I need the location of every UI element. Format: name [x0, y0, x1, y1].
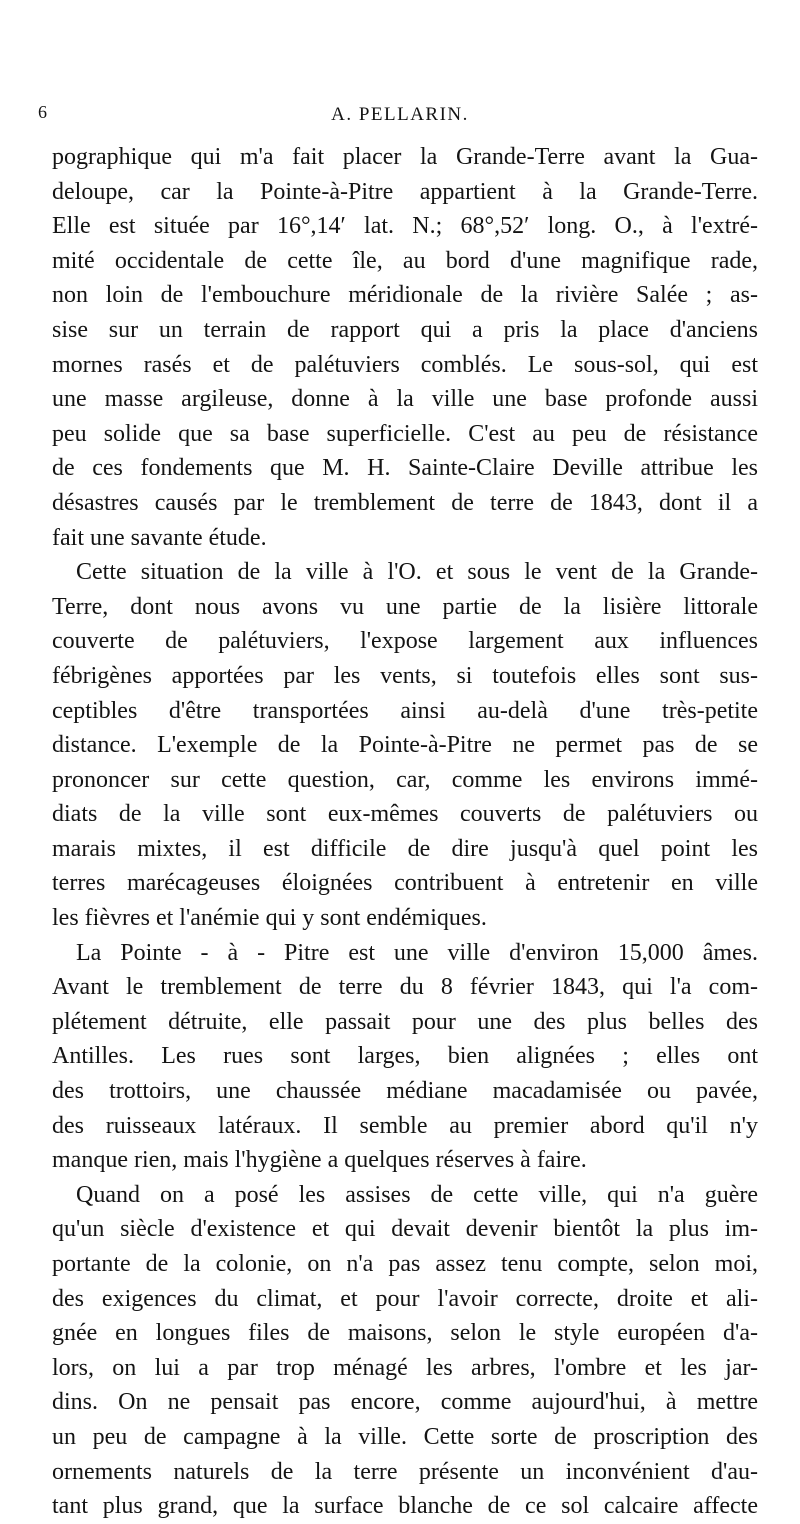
text-line: marais mixtes, il est difficile de dire jusqu'à quel point les — [52, 835, 758, 862]
text-line: de ces fondements que M. H. Sainte-Claire Deville attribue les — [52, 455, 758, 482]
text-line: La Pointe - à - Pitre est une ville d'environ 15,000 âmes. — [76, 939, 758, 966]
text-line: mornes rasés et de palétuviers comblés. Le sous-sol, qui est — [52, 351, 758, 378]
text-line: ceptibles d'être transportées ainsi au-delà d'une très-petite — [52, 697, 758, 724]
text-line: lors, on lui a par trop ménagé les arbres, l'ombre et les jar- — [52, 1354, 758, 1381]
text-line: deloupe, car la Pointe-à-Pitre appartient à la Grande-Terre. — [52, 178, 758, 205]
text-line: sise sur un terrain de rapport qui a pris la place d'anciens — [52, 316, 758, 343]
text-line: diats de la ville sont eux-mêmes couverts de palétuviers ou — [52, 801, 758, 828]
text-line: Cette situation de la ville à l'O. et sous le vent de la Grande- — [76, 559, 758, 586]
text-line: portante de la colonie, on n'a pas assez tenu compte, selon moi, — [52, 1251, 758, 1277]
text-line: une masse argileuse, donne à la ville une base profonde aussi — [52, 386, 758, 413]
text-line: désastres causés par le tremblement de terre de 1843, dont il a — [52, 489, 758, 516]
running-head: A. PELLARIN. — [331, 104, 469, 125]
text-line: qu'un siècle d'existence et qui devait devenir bientôt la plus im- — [52, 1216, 758, 1243]
text-line: des ruisseaux latéraux. Il semble au premier abord qu'il n'y — [52, 1112, 758, 1139]
text-line: ornements naturels de la terre présente un inconvénient d'au- — [52, 1458, 758, 1485]
text-line: dins. On ne pensait pas encore, comme aujourd'hui, à mettre — [52, 1389, 758, 1416]
text-line: peu solide que sa base superficielle. C'est au peu de résistance — [52, 420, 758, 447]
text-line: non loin de l'embouchure méridionale de la rivière Salée ; as- — [52, 282, 758, 309]
text-line: prononcer sur cette question, car, comme les environs immé- — [52, 766, 758, 793]
text-line: distance. L'exemple de la Pointe-à-Pitre ne permet pas de se — [52, 732, 758, 759]
text-line: Avant le tremblement de terre du 8 février 1843, qui l'a com- — [52, 974, 758, 1001]
text-line: Terre, dont nous avons vu une partie de la lisière littorale — [52, 593, 758, 620]
text-line: fébrigènes apportées par les vents, si toutefois elles sont sus- — [52, 662, 758, 689]
paragraph — [52, 936, 758, 1178]
text-line: manque rien, mais l'hygiène a quelques réserves à faire. — [52, 1147, 587, 1174]
page-number: 6 — [38, 102, 47, 122]
text-line: couverte de palétuviers, l'expose largement aux influences — [52, 628, 758, 655]
text-line: Antilles. Les rues sont larges, bien alignées ; elles ont — [52, 1043, 758, 1070]
text-line: fait une savante étude. — [52, 524, 267, 551]
paragraph — [52, 140, 758, 555]
text-line: Elle est située par 16°,14′ lat. N.; 68°,52′ long. O., à l'extré- — [52, 213, 758, 240]
paragraph — [52, 1178, 758, 1524]
text-line: mité occidentale de cette île, au bord d'une magnifique rade, — [52, 247, 758, 274]
text-line: terres marécageuses éloignées contribuent à entretenir en ville — [52, 870, 758, 897]
text-line: un peu de campagne à la ville. Cette sorte de proscription des — [52, 1423, 758, 1450]
text-line: des trottoirs, une chaussée médiane macadamisée ou pavée, — [52, 1078, 758, 1105]
text-line: pographique qui m'a fait placer la Grande-Terre avant la Gua- — [52, 144, 758, 170]
paragraph — [52, 555, 758, 936]
body-text — [52, 140, 758, 1524]
text-line: les fièvres et l'anémie qui y sont endémiques. — [52, 905, 487, 932]
text-line: gnée en longues files de maisons, selon le style européen d'a- — [52, 1320, 758, 1347]
text-line: des exigences du climat, et pour l'avoir correcte, droite et ali- — [52, 1285, 758, 1312]
text-line: Quand on a posé les assises de cette ville, qui n'a guère — [76, 1181, 758, 1208]
text-line: plétement détruite, elle passait pour une des plus belles des — [52, 1008, 758, 1035]
page-header — [38, 102, 762, 142]
text-line: tant plus grand, que la surface blanche de ce sol calcaire affecte — [52, 1493, 758, 1520]
